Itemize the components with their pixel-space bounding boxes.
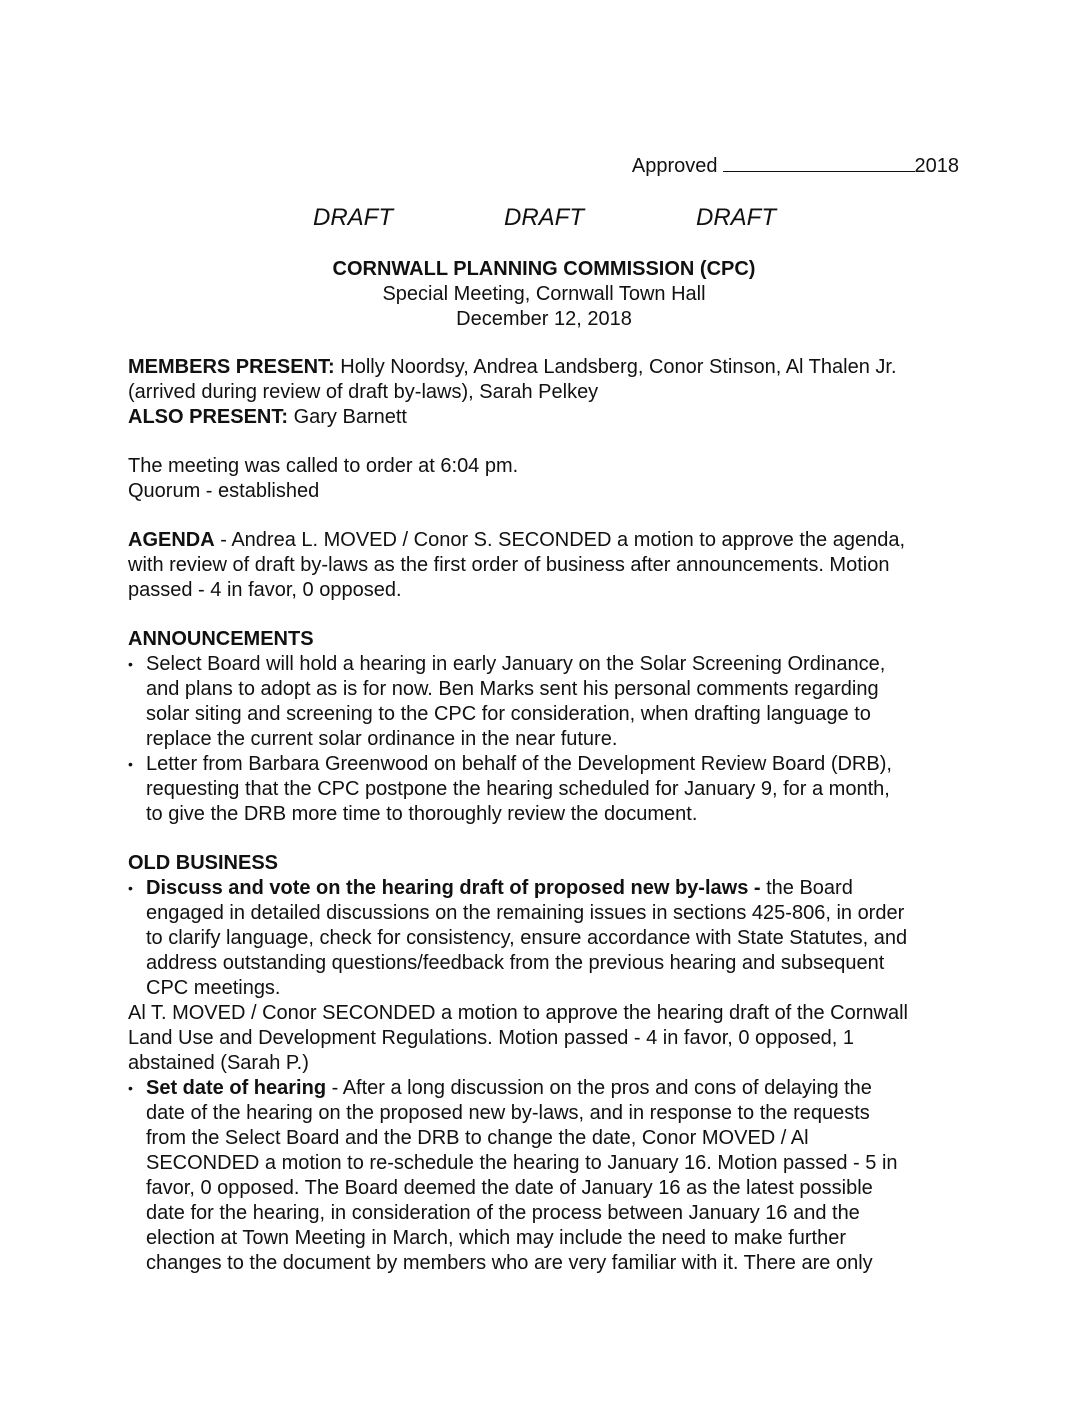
draft-watermark-row [0, 205, 1088, 235]
list-item-line: address outstanding questions/feedback from the previous hearing and subsequent [146, 952, 885, 974]
item-text: - After a long discussion on the pros and cons of delaying the [326, 1077, 872, 1099]
draft-mark: DRAFT [696, 204, 776, 231]
also-present-line [128, 405, 964, 430]
list-item-line: date of the hearing on the proposed new by-laws, and in response to the requests [146, 1102, 870, 1124]
list-item-line: replace the current solar ordinance in the near future. [146, 728, 618, 750]
list-item-line: SECONDED a motion to re-schedule the hearing to January 16. Motion passed - 5 in [146, 1152, 898, 1174]
item-title: Discuss and vote on the hearing draft of proposed new by-laws - [146, 877, 761, 899]
members-present-continued: (arrived during review of draft by-laws), Sarah Pelkey [128, 381, 599, 403]
list-item-line [146, 1076, 964, 1101]
also-present-names: Gary Barnett [288, 406, 407, 428]
call-to-order: The meeting was called to order at 6:04 pm. [128, 455, 519, 477]
old-business-heading: OLD BUSINESS [128, 852, 279, 874]
list-item-line: to clarify language, check for consistency, ensure accordance with State Statutes, and [146, 927, 908, 949]
bullet-icon: • [128, 756, 133, 772]
list-item-line: requesting that the CPC postpone the hearing scheduled for January 9, for a month, [146, 778, 890, 800]
document-subtitle: Special Meeting, Cornwall Town Hall [382, 283, 706, 305]
list-item [128, 752, 964, 827]
agenda-text: - Andrea L. MOVED / Conor S. SECONDED a motion to approve the agenda, [214, 529, 906, 551]
agenda-line [128, 528, 964, 553]
members-present-label: MEMBERS PRESENT: [128, 356, 335, 378]
approval-date-blank [723, 153, 915, 172]
members-present-names: Holly Noordsy, Andrea Landsberg, Conor Stinson, Al Thalen Jr. [334, 356, 897, 378]
item-text: the Board [760, 877, 853, 899]
agenda-label: AGENDA [128, 529, 215, 551]
list-item [128, 876, 964, 1001]
approved-year: 2018 [914, 155, 959, 177]
list-item-line: and plans to adopt as is for now. Ben Marks sent his personal comments regarding [146, 678, 879, 700]
motion-line: abstained (Sarah P.) [128, 1052, 309, 1074]
document-title: CORNWALL PLANNING COMMISSION (CPC) [332, 258, 756, 280]
minutes-body [128, 355, 964, 1276]
approved-label: Approved [631, 155, 718, 177]
members-present-line [128, 355, 964, 380]
list-item-line: from the Select Board and the DRB to change the date, Conor MOVED / Al [146, 1127, 809, 1149]
document-header [0, 257, 1088, 332]
approval-line [632, 153, 959, 179]
draft-mark: DRAFT [504, 204, 584, 231]
agenda-text-line: with review of draft by-laws as the first order of business after announcements. Motion [128, 554, 890, 576]
bullet-icon: • [128, 880, 133, 896]
announcements-heading: ANNOUNCEMENTS [128, 628, 314, 650]
list-item-line: Letter from Barbara Greenwood on behalf of the Development Review Board (DRB), [146, 753, 892, 775]
list-item-line: changes to the document by members who are very familiar with it. There are only [146, 1252, 873, 1274]
also-present-label: ALSO PRESENT: [128, 406, 289, 428]
quorum-status: Quorum - established [128, 480, 320, 502]
list-item-line: CPC meetings. [146, 977, 281, 999]
agenda-text-line: passed - 4 in favor, 0 opposed. [128, 579, 402, 601]
meeting-date: December 12, 2018 [456, 308, 632, 330]
draft-mark: DRAFT [313, 204, 393, 231]
list-item-line: date for the hearing, in consideration of the process between January 16 and the [146, 1202, 860, 1224]
bullet-icon: • [128, 656, 133, 672]
list-item-line: favor, 0 opposed. The Board deemed the date of January 16 as the latest possible [146, 1177, 873, 1199]
list-item [128, 1076, 964, 1276]
list-item-line: election at Town Meeting in March, which may include the need to make further [146, 1227, 846, 1249]
list-item-line: Select Board will hold a hearing in early January on the Solar Screening Ordinance, [146, 653, 886, 675]
list-item-line: solar siting and screening to the CPC for consideration, when drafting language to [146, 703, 871, 725]
item-title: Set date of hearing [146, 1077, 327, 1099]
motion-line: Land Use and Development Regulations. Motion passed - 4 in favor, 0 opposed, 1 [128, 1027, 855, 1049]
list-item-line: engaged in detailed discussions on the remaining issues in sections 425-806, in order [146, 902, 905, 924]
list-item [128, 652, 964, 752]
list-item-line [146, 876, 964, 901]
bullet-icon: • [128, 1080, 133, 1096]
motion-line: Al T. MOVED / Conor SECONDED a motion to approve the hearing draft of the Cornwall [128, 1002, 908, 1024]
list-item-line: to give the DRB more time to thoroughly review the document. [146, 803, 698, 825]
